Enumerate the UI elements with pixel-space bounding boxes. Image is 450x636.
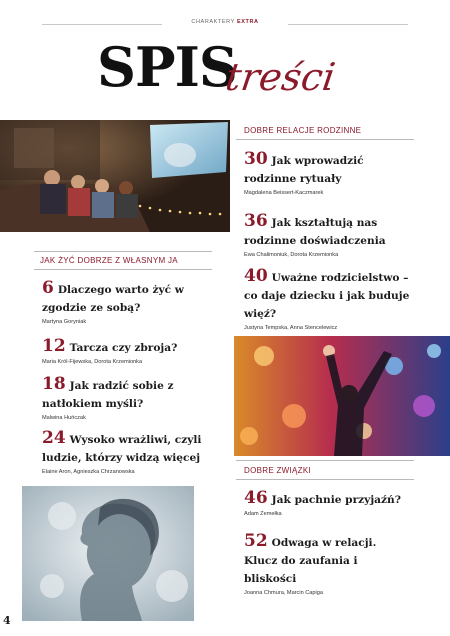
article-title: Tarcza czy zbroja? (69, 342, 178, 354)
article-page-number: 24 (42, 428, 66, 448)
article-page-number: 36 (244, 211, 268, 231)
article-entry[interactable] (42, 280, 207, 326)
article-author: Joanna Chmura, Marcin Capiga (244, 590, 323, 596)
article-page-number: 40 (244, 266, 268, 286)
article-page-number: 30 (244, 149, 268, 169)
article-title: Jak kształtują nas rodzinne doświadczenia (244, 217, 386, 247)
celebration-photo (234, 336, 450, 456)
article-author: Martyna Goryniak (42, 319, 87, 325)
section-rule-zwiazki (236, 479, 414, 480)
article-entry[interactable] (244, 268, 419, 332)
article-author: Malwina Huńczak (42, 415, 86, 421)
article-entry[interactable] (42, 376, 202, 422)
article-page-number: 6 (42, 278, 54, 298)
article-author: Justyna Tempska, Anna Stencelewicz (244, 325, 338, 331)
article-title: Dlaczego warto żyć w zgodzie ze sobą? (42, 284, 184, 314)
article-title: Jak pachnie przyjaźń? (271, 494, 401, 506)
family-cinema-photo (0, 120, 230, 232)
article-author: Elaine Aron, Agnieszka Chrzanowska (42, 469, 135, 475)
title-spis: SPIS (97, 35, 237, 99)
article-page-number: 46 (244, 488, 268, 508)
section-rule-relacje (236, 139, 414, 140)
page-number: 4 (3, 614, 11, 627)
section-heading-relacje: DOBRE RELACJE RODZINNE (244, 126, 362, 135)
section-heading-zwiazki: DOBRE ZWIĄZKI (244, 466, 312, 475)
article-title: Uważne rodzicielstwo – co daje dziecku i jak buduje więź? (244, 272, 410, 320)
article-entry[interactable] (42, 430, 218, 476)
section-rule-zwiazki-top (236, 460, 414, 461)
magazine-name: CHARAKTERY (191, 19, 235, 25)
title-tresci: treści (222, 55, 338, 99)
article-entry[interactable] (244, 533, 404, 597)
article-title: Jak wprowadzić rodzinne rytuały (244, 155, 364, 185)
article-page-number: 18 (42, 374, 66, 394)
magazine-edition: EXTRA (236, 19, 259, 25)
article-title: Jak radzić sobie z natłokiem myśli? (42, 380, 174, 410)
section-rule-zycie-top (34, 251, 212, 252)
article-author: Adam Zemełka (244, 511, 282, 517)
article-entry[interactable] (244, 151, 419, 197)
article-entry[interactable] (244, 213, 419, 259)
article-author: Maria Król-Fijewska, Dorota Krzemionka (42, 359, 143, 365)
article-author: Magdalena Beissert-Kaczmarek (244, 190, 324, 196)
article-entry[interactable] (42, 338, 207, 366)
magazine-label (0, 19, 450, 25)
article-entry[interactable] (244, 490, 419, 518)
article-page-number: 12 (42, 336, 66, 356)
double-exposure-photo (22, 486, 194, 621)
article-author: Ewa Chalimoniuk, Dorota Krzemionka (244, 252, 339, 258)
article-title: Wysoko wrażliwi, czyli ludzie, którzy widzą więcej (42, 434, 202, 464)
article-page-number: 52 (244, 531, 268, 551)
section-heading-zycie: JAK ŻYĆ DOBRZE Z WŁASNYM JA (40, 256, 178, 265)
section-rule-zycie (34, 269, 212, 270)
article-title: Odwaga w relacji. Klucz do zaufania i bliskości (244, 537, 377, 585)
